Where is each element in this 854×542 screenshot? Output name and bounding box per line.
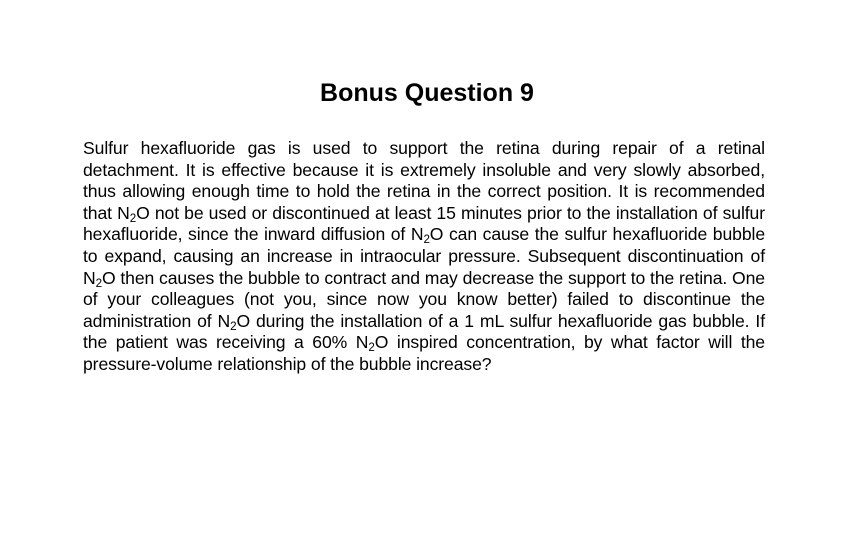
text-segment: Sulfur hexafluoride gas is used to support the retina during repair of a retinal detachment. It is effective because it is extremely insoluble and very slowly absorbed, thus allowing enough time to hold the retina in the correct position. It is recommended that N	[83, 138, 765, 223]
text-segment: O inspired concentration, by what factor will the pressure-volume relationship of the bubble increase?	[83, 332, 765, 374]
text-segment: O not be used or discontinued at least 15 minutes prior to the installation of sulfur hexafluoride, since the inward diffusion of N	[83, 202, 765, 245]
subscript-2: 2	[95, 276, 102, 290]
subscript-2: 2	[230, 319, 237, 333]
subscript-2: 2	[129, 211, 137, 225]
subscript-2: 2	[423, 233, 430, 247]
subscript-2: 2	[368, 341, 375, 355]
question-paragraph	[83, 138, 765, 376]
page-title: Bonus Question 9	[320, 79, 534, 107]
text-segment: O then causes the bubble to contract and may decrease the support to the retina. One of your colleagues (not you, since now you know better) failed to discontinue the administration of N	[83, 267, 765, 331]
text-segment: O during the installation of a 1 mL sulfur hexafluoride gas bubble. If the patient was receiving a 60% N	[83, 310, 765, 353]
text-segment: O can cause the sulfur hexafluoride bubble to expand, causing an increase in intraocular pressure. Subsequent discontinuation of N	[83, 224, 765, 288]
